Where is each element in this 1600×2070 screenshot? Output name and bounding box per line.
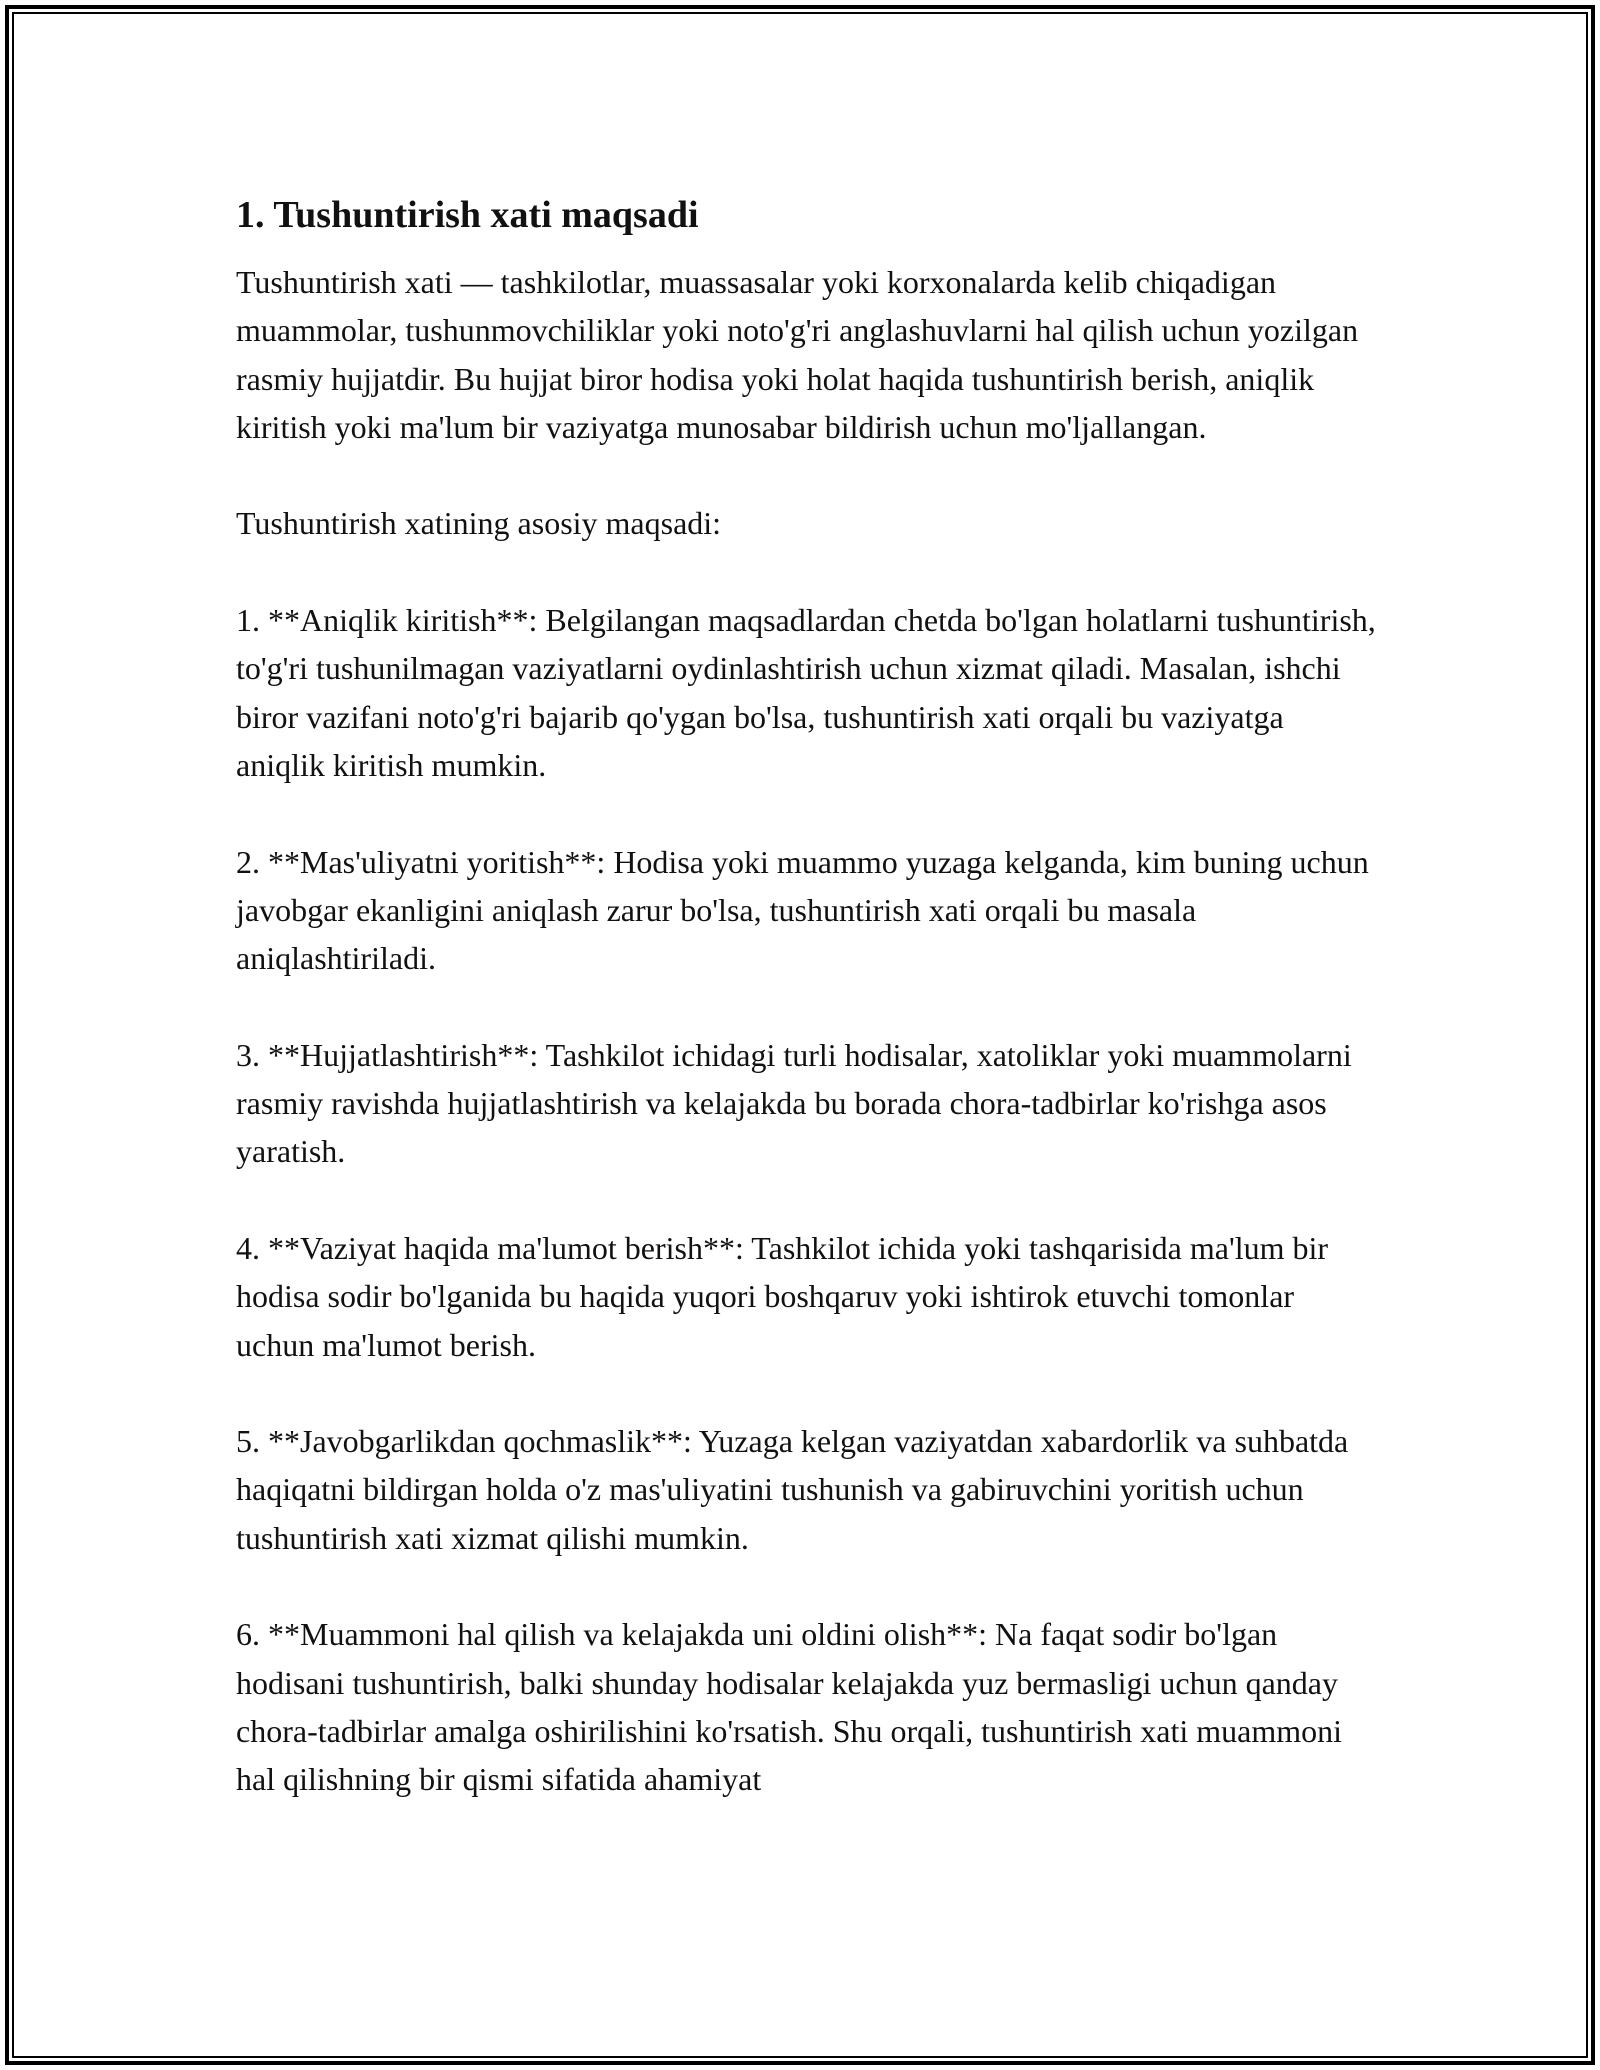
intro-paragraph: Tushuntirish xati — tashkilotlar, muassasalar yoki korxonalarda kelib chiqadigan muammolar, tushunmovchiliklar yoki noto'g'ri anglashuvlarni hal qilish uchun yozilgan rasmiy hujjatdir. Bu hujjat biror hodisa yoki holat haqida tushuntirish berish, aniqlik kiritish yoki ma'lum bir vaziyatga munosabar bildirish uchun mo'ljallangan. <box>236 264 1359 445</box>
list-item-1: 1. **Aniqlik kiritish**: Belgilangan maqsadlardan chetda bo'lgan holatlarni tushuntirish, to'g'ri tushunilmagan vaziyatlarni oydinlashtirish uchun xizmat qiladi. Masalan, ishchi biror vazifani noto'g'ri bajarib qo'ygan bo'lsa, tushuntirish xati orqali bu vaziyatga aniqlik kiritish mumkin. <box>236 602 1376 783</box>
list-item-3: 3. **Hujjatlashtirish**: Tashkilot ichidagi turli hodisalar, xatoliklar yoki muammolarni rasmiy ravishda hujjatlashtirish va kelajakda bu borada chora-tadbirlar ko'rishga asos yaratish. <box>236 1036 1352 1170</box>
document-body <box>236 188 1376 1852</box>
section-heading: 1. Tushuntirish xati maqsadi <box>236 194 699 236</box>
list-item-6: 6. **Muammoni hal qilish va kelajakda uni oldini olish**: Na faqat sodir bo'lgan hodisani tushuntirish, balki shunday hodisalar kelajakda yuz bermasligi uchun qanday chora-tadbirlar amalga oshirilishini ko'rsatish. Shu orqali, tushuntirish xati muammoni hal qilishning bir qismi sifatida ahamiyat <box>236 1616 1343 1798</box>
list-item-2: 2. **Mas'uliyatni yoritish**: Hodisa yoki muammo yuzaga kelganda, kim buning uchun javobgar ekanligini aniqlash zarur bo'lsa, tushuntirish xati orqali bu masala aniqlashtiriladi. <box>236 843 1369 977</box>
list-item-4: 4. **Vaziyat haqida ma'lumot berish**: Tashkilot ichida yoki tashqarisida ma'lum bir hodisa sodir bo'lganida bu haqida yuqori boshqaruv yoki ishtirok etuvchi tomonlar uchun ma'lumot berish. <box>236 1229 1329 1363</box>
purpose-lead-paragraph: Tushuntirish xatining asosiy maqsadi: <box>236 505 722 542</box>
list-item-5: 5. **Javobgarlikdan qochmaslik**: Yuzaga kelgan vaziyatdan xabardorlik va suhbatda haqiqatni bildirgan holda o'z mas'uliyatini tushunish va gabiruvchini yoritish uchun tushuntirish xati xizmat qilishi mumkin. <box>236 1423 1349 1556</box>
